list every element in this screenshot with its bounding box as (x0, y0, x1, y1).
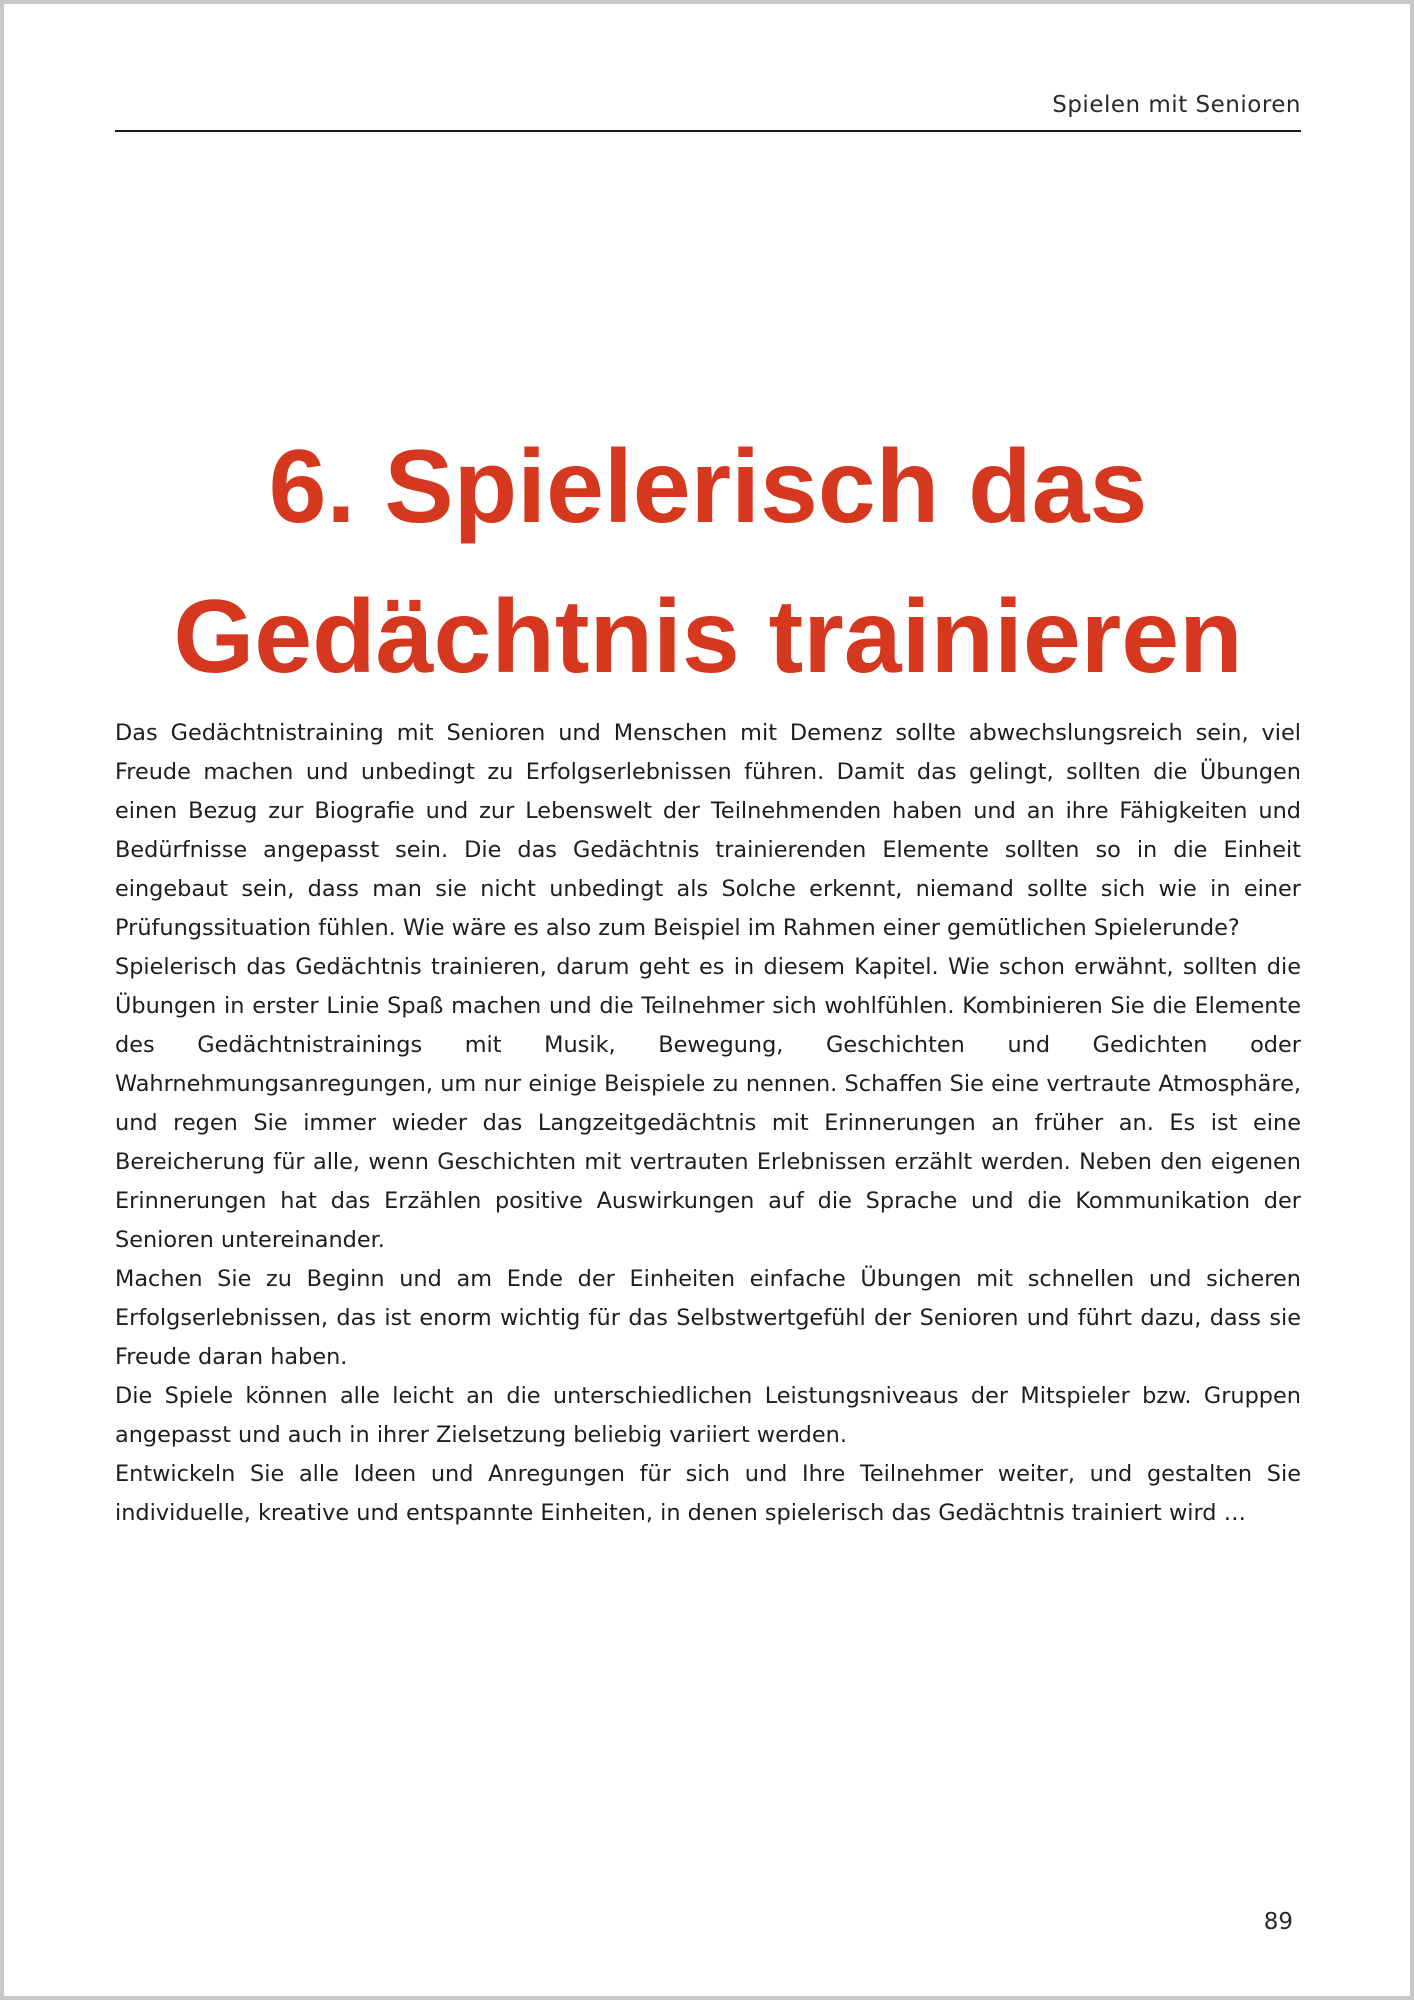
paragraph-adaptable-games: Die Spiele können alle leicht an die unterschiedlichen Leistungsniveaus der Mitspieler bzw. Gruppen angepasst und auch in ihrer Zielsetzung beliebig variiert werden. (115, 1383, 1301, 1448)
running-header-title: Spielen mit Senioren (1052, 92, 1301, 118)
chapter-title-line-2: Gedächtnis trainieren (173, 579, 1243, 695)
chapter-title (115, 412, 1301, 712)
page-number: 89 (1263, 1909, 1293, 1935)
body-text (115, 714, 1301, 1533)
paragraph-intro: Das Gedächtnistraining mit Senioren und Menschen mit Demenz sollte abwechslungsreich sein, viel Freude machen und unbedingt zu Erfolgserlebnissen führen. Damit das gelingt, sollten die Übungen einen Bezug zur Biografie und zur Lebenswelt der Teilnehmenden haben und an ihre Fähigkeiten und Bedürfnisse angepasst sein. Die das Gedächtnis trainierenden Elemente sollten so in die Einheit eingebaut sein, dass man sie nicht unbedingt als Solche erkennt, niemand sollte sich wie in einer Prüfungssituation fühlen. Wie wäre es also zum Beispiel im Rahmen einer gemütlichen Spielerunde? (115, 720, 1301, 941)
paragraph-simple-exercises: Machen Sie zu Beginn und am Ende der Einheiten einfache Übungen mit schnellen und sicheren Erfolgserlebnissen, das ist enorm wichtig für das Selbstwertgefühl der Senioren und führt dazu, dass sie Freude daran haben. (115, 1266, 1301, 1370)
running-header (115, 90, 1301, 132)
paragraph-develop-ideas: Entwickeln Sie alle Ideen und Anregungen für sich und Ihre Teilnehmer weiter, und gestalten Sie individuelle, kreative und entspannte Einheiten, in denen spielerisch das Gedächtnis trainiert wird … (115, 1461, 1301, 1526)
chapter-title-line-1: 6. Spielerisch das (268, 429, 1148, 545)
paragraph-playful-training: Spielerisch das Gedächtnis trainieren, darum geht es in diesem Kapitel. Wie schon erwähnt, sollten die Übungen in erster Linie Spaß machen und die Teilnehmer sich wohlfühlen. Kombinieren Sie die Elemente des Gedächtnistrainings mit Musik, Bewegung, Geschichten und Gedichten oder Wahrnehmungsanregungen, um nur einige Beispiele zu nennen. Schaffen Sie eine vertraute Atmosphäre, und regen Sie immer wieder das Langzeitgedächtnis mit Erinnerungen an früher an. Es ist eine Bereicherung für alle, wenn Geschichten mit vertrauten Erlebnissen erzählt werden. Neben den eigenen Erinnerungen hat das Erzählen positive Auswirkungen auf die Sprache und die Kommunikation der Senioren untereinander. (115, 954, 1301, 1253)
